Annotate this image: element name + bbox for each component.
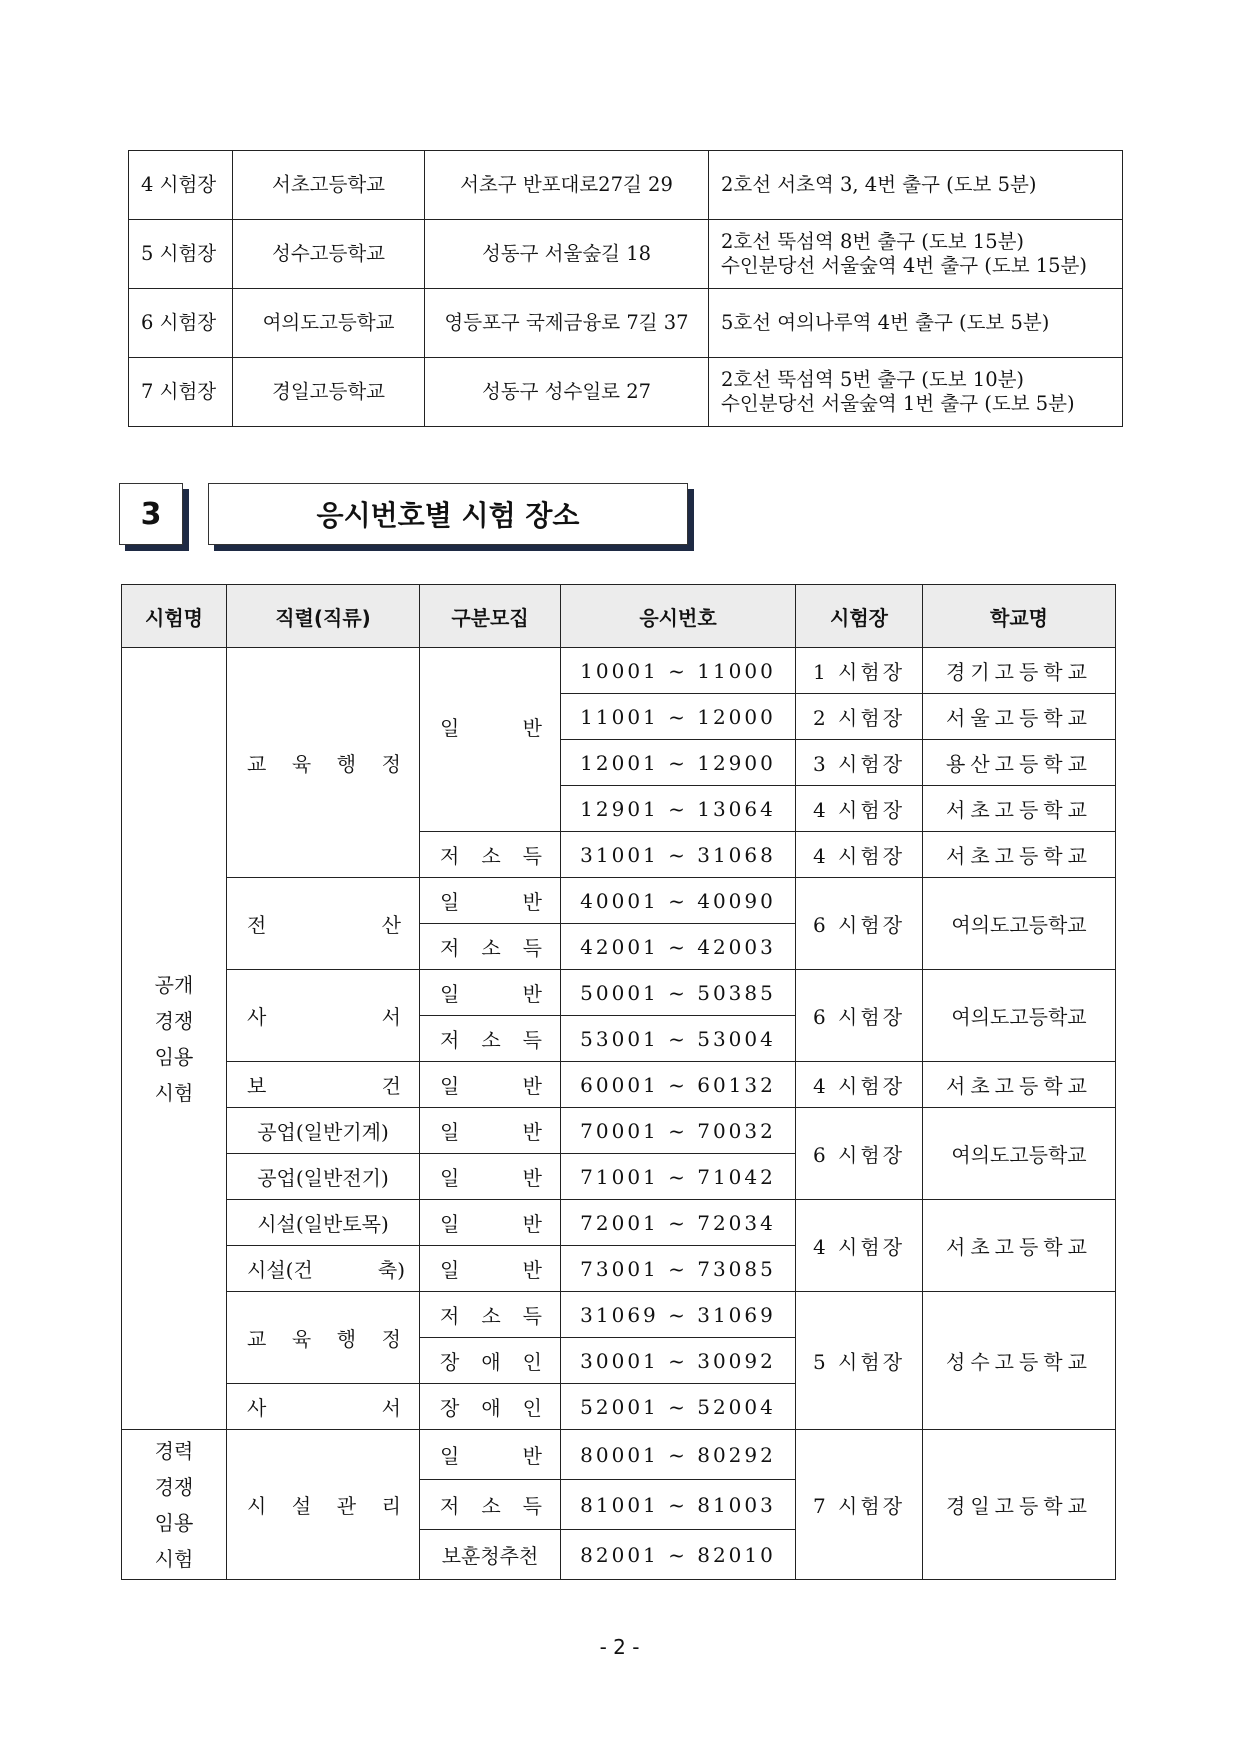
exam-name-cell — [122, 648, 227, 1430]
transit-line: 2호선 뚝섬역 8번 출구 (도보 15분) — [721, 229, 1025, 253]
number-range-cell: 82001 ~ 82010 — [561, 1530, 796, 1580]
char: 축) — [377, 1258, 405, 1282]
number-range-cell: 10001 ~ 11000 — [561, 648, 796, 694]
exam-name-part: 경력 — [154, 1438, 194, 1463]
char: 저 — [440, 844, 460, 868]
number-range-cell: 30001 ~ 30092 — [561, 1338, 796, 1384]
table-row — [122, 970, 1116, 1016]
table-row — [129, 220, 1123, 289]
school-cell: 여의도고등학교 — [923, 878, 1116, 970]
number-range-cell: 11001 ~ 12000 — [561, 694, 796, 740]
exam-name-part: 공개 — [154, 972, 194, 997]
char: 일 — [440, 716, 460, 740]
char: 반 — [522, 890, 542, 914]
recruit-cell — [420, 1108, 561, 1154]
number-range-cell: 80001 ~ 80292 — [561, 1430, 796, 1480]
table-row — [129, 358, 1123, 427]
char: 전 — [247, 913, 267, 937]
recruit-cell — [420, 1154, 561, 1200]
char: 일 — [440, 1074, 460, 1098]
char: 저 — [440, 1494, 460, 1518]
school-cell: 용산고등학교 — [923, 740, 1116, 786]
char: 사 — [247, 1005, 267, 1029]
venue-cell: 4 시험장 — [796, 1062, 923, 1108]
table-row — [122, 1108, 1116, 1154]
column-header: 직렬(직류) — [227, 585, 420, 648]
series-cell — [227, 878, 420, 970]
char: 일 — [440, 1166, 460, 1190]
table-row — [122, 648, 1116, 694]
number-range-cell: 60001 ~ 60132 — [561, 1062, 796, 1108]
column-header: 시험장 — [796, 585, 923, 648]
char: 소 — [481, 844, 501, 868]
table-row — [122, 1062, 1116, 1108]
table-row — [122, 1430, 1116, 1480]
char: 육 — [291, 752, 312, 776]
table-row — [122, 878, 1116, 924]
venue-cell: 2 시험장 — [796, 694, 923, 740]
venue-cell: 1 시험장 — [796, 648, 923, 694]
exam-name-part: 경쟁 — [154, 1008, 194, 1033]
column-header: 구분모집 — [420, 585, 561, 648]
series-cell — [227, 970, 420, 1062]
char: 행 — [336, 752, 357, 776]
char: 교 — [247, 752, 267, 776]
venue-cell: 3 시험장 — [796, 740, 923, 786]
series-cell — [227, 1430, 420, 1580]
recruit-cell — [420, 1430, 561, 1480]
exam-name-cell — [122, 1430, 227, 1580]
char: 장 — [440, 1350, 460, 1374]
series-cell: 공업(일반전기) — [227, 1154, 420, 1200]
school-cell: 성수고등학교 — [233, 220, 425, 289]
char: 육 — [291, 1327, 312, 1351]
number-range-cell: 81001 ~ 81003 — [561, 1480, 796, 1530]
char: 반 — [522, 1212, 542, 1236]
char: 득 — [522, 936, 542, 960]
venue-cell: 7 시험장 — [796, 1430, 923, 1580]
venue-cell: 4 시험장 — [796, 832, 923, 878]
char: 일 — [440, 1258, 460, 1282]
char: 소 — [481, 1028, 501, 1052]
venue-cell: 4 시험장 — [129, 151, 233, 220]
transit-cell — [709, 289, 1123, 358]
transit-cell — [709, 358, 1123, 427]
venue-cell: 6 시험장 — [796, 1108, 923, 1200]
series-cell — [227, 1384, 420, 1430]
char: 정 — [381, 1327, 401, 1351]
series-cell: 공업(일반기계) — [227, 1108, 420, 1154]
recruit-cell — [420, 1338, 561, 1384]
page-number: - 2 - — [599, 1635, 640, 1659]
number-range-cell: 31069 ~ 31069 — [561, 1292, 796, 1338]
char: 인 — [522, 1350, 542, 1374]
series-cell: 시설(일반토목) — [227, 1200, 420, 1246]
char: 일 — [440, 1444, 460, 1468]
section-number: 3 — [119, 483, 183, 545]
table-row — [129, 289, 1123, 358]
char: 소 — [481, 936, 501, 960]
char: 득 — [522, 1028, 542, 1052]
recruit-cell — [420, 1016, 561, 1062]
char: 반 — [522, 982, 542, 1006]
char: 반 — [522, 716, 542, 740]
char: 일 — [440, 982, 460, 1006]
char: 인 — [522, 1396, 542, 1420]
char: 소 — [481, 1494, 501, 1518]
venue-location-table — [128, 150, 1123, 427]
venue-cell: 4 시험장 — [796, 786, 923, 832]
column-header: 학교명 — [923, 585, 1116, 648]
recruit-cell — [420, 1246, 561, 1292]
address-cell: 영등포구 국제금융로 7길 37 — [425, 289, 709, 358]
series-cell — [227, 1246, 420, 1292]
school-cell: 경일고등학교 — [923, 1430, 1116, 1580]
table-header-row — [122, 585, 1116, 648]
transit-line: 2호선 서초역 3, 4번 출구 (도보 5분) — [721, 172, 1037, 196]
number-range-cell: 73001 ~ 73085 — [561, 1246, 796, 1292]
number-range-cell: 70001 ~ 70032 — [561, 1108, 796, 1154]
char: 일 — [440, 1120, 460, 1144]
char: 일 — [440, 1212, 460, 1236]
char: 득 — [522, 1494, 542, 1518]
recruit-cell — [420, 878, 561, 924]
school-cell: 서초고등학교 — [233, 151, 425, 220]
number-range-cell: 12001 ~ 12900 — [561, 740, 796, 786]
char: 반 — [522, 1120, 542, 1144]
char: 정 — [381, 752, 401, 776]
char: 애 — [481, 1396, 501, 1420]
char: 저 — [440, 1304, 460, 1328]
table-row — [129, 151, 1123, 220]
char: 득 — [522, 844, 542, 868]
recruit-cell — [420, 924, 561, 970]
recruit-cell — [420, 970, 561, 1016]
address-cell: 성동구 성수일로 27 — [425, 358, 709, 427]
section-title: 응시번호별 시험 장소 — [208, 483, 688, 545]
char: 반 — [522, 1166, 542, 1190]
number-range-cell: 12901 ~ 13064 — [561, 786, 796, 832]
exam-name-part: 시험 — [154, 1546, 194, 1571]
char: 장 — [440, 1396, 460, 1420]
school-cell: 서울고등학교 — [923, 694, 1116, 740]
char: 산 — [381, 913, 401, 937]
char: 시 — [247, 1494, 267, 1518]
school-cell: 서초고등학교 — [923, 1200, 1116, 1292]
exam-name-part: 경쟁 — [154, 1474, 194, 1499]
char: 사 — [247, 1396, 267, 1420]
recruit-cell — [420, 648, 561, 832]
char: 교 — [247, 1327, 267, 1351]
char: 일 — [440, 890, 460, 914]
number-range-cell: 72001 ~ 72034 — [561, 1200, 796, 1246]
venue-cell: 6 시험장 — [796, 970, 923, 1062]
number-range-cell: 50001 ~ 50385 — [561, 970, 796, 1016]
number-range-cell: 31001 ~ 31068 — [561, 832, 796, 878]
char: 보 — [247, 1074, 267, 1098]
recruit-cell — [420, 1480, 561, 1530]
recruit-cell — [420, 1384, 561, 1430]
school-cell: 서초고등학교 — [923, 786, 1116, 832]
series-cell — [227, 1062, 420, 1108]
school-cell: 여의도고등학교 — [923, 1108, 1116, 1200]
school-cell: 서초고등학교 — [923, 832, 1116, 878]
table-row — [122, 1200, 1116, 1246]
recruit-cell — [420, 832, 561, 878]
address-cell: 서초구 반포대로27길 29 — [425, 151, 709, 220]
transit-line: 수인분당선 서울숲역 1번 출구 (도보 5분) — [721, 392, 1075, 415]
venue-cell: 5 시험장 — [796, 1292, 923, 1430]
school-cell: 여의도고등학교 — [923, 970, 1116, 1062]
recruit-cell — [420, 1062, 561, 1108]
exam-name-part: 시험 — [154, 1080, 194, 1105]
school-cell: 여의도고등학교 — [233, 289, 425, 358]
recruit-cell — [420, 1200, 561, 1246]
transit-cell — [709, 151, 1123, 220]
char: 득 — [522, 1304, 542, 1328]
char: 서 — [381, 1005, 401, 1029]
series-cell — [227, 1292, 420, 1384]
recruit-cell: 보훈청추천 — [420, 1530, 561, 1580]
series-cell — [227, 648, 420, 878]
school-cell: 서초고등학교 — [923, 1062, 1116, 1108]
school-cell: 경일고등학교 — [233, 358, 425, 427]
address-cell: 성동구 서울숲길 18 — [425, 220, 709, 289]
transit-line: 2호선 뚝섬역 5번 출구 (도보 10분) — [721, 367, 1025, 391]
char: 애 — [481, 1350, 501, 1374]
transit-line: 수인분당선 서울숲역 4번 출구 (도보 15분) — [721, 254, 1087, 277]
char: 서 — [381, 1396, 401, 1420]
number-range-cell: 40001 ~ 40090 — [561, 878, 796, 924]
char: 반 — [522, 1444, 542, 1468]
venue-cell: 5 시험장 — [129, 220, 233, 289]
column-header: 시험명 — [122, 585, 227, 648]
exam-number-venue-table — [121, 584, 1116, 1580]
transit-line: 5호선 여의나루역 4번 출구 (도보 5분) — [721, 310, 1050, 334]
char: 관 — [336, 1494, 357, 1518]
char: 건 — [381, 1074, 401, 1098]
number-range-cell: 42001 ~ 42003 — [561, 924, 796, 970]
char: 저 — [440, 1028, 460, 1052]
char: 행 — [336, 1327, 357, 1351]
char: 저 — [440, 936, 460, 960]
number-range-cell: 52001 ~ 52004 — [561, 1384, 796, 1430]
transit-cell — [709, 220, 1123, 289]
venue-cell: 6 시험장 — [796, 878, 923, 970]
venue-cell: 7 시험장 — [129, 358, 233, 427]
char: 반 — [522, 1074, 542, 1098]
recruit-cell — [420, 1292, 561, 1338]
char: 시설(건 — [247, 1258, 313, 1282]
char: 설 — [291, 1494, 312, 1518]
venue-cell: 6 시험장 — [129, 289, 233, 358]
column-header: 응시번호 — [561, 585, 796, 648]
school-cell: 경기고등학교 — [923, 648, 1116, 694]
number-range-cell: 71001 ~ 71042 — [561, 1154, 796, 1200]
char: 반 — [522, 1258, 542, 1282]
exam-name-part: 임용 — [154, 1510, 194, 1535]
school-cell: 성수고등학교 — [923, 1292, 1116, 1430]
char: 리 — [381, 1494, 401, 1518]
number-range-cell: 53001 ~ 53004 — [561, 1016, 796, 1062]
table-row — [122, 1292, 1116, 1338]
exam-name-part: 임용 — [154, 1044, 194, 1069]
char: 소 — [481, 1304, 501, 1328]
venue-cell: 4 시험장 — [796, 1200, 923, 1292]
